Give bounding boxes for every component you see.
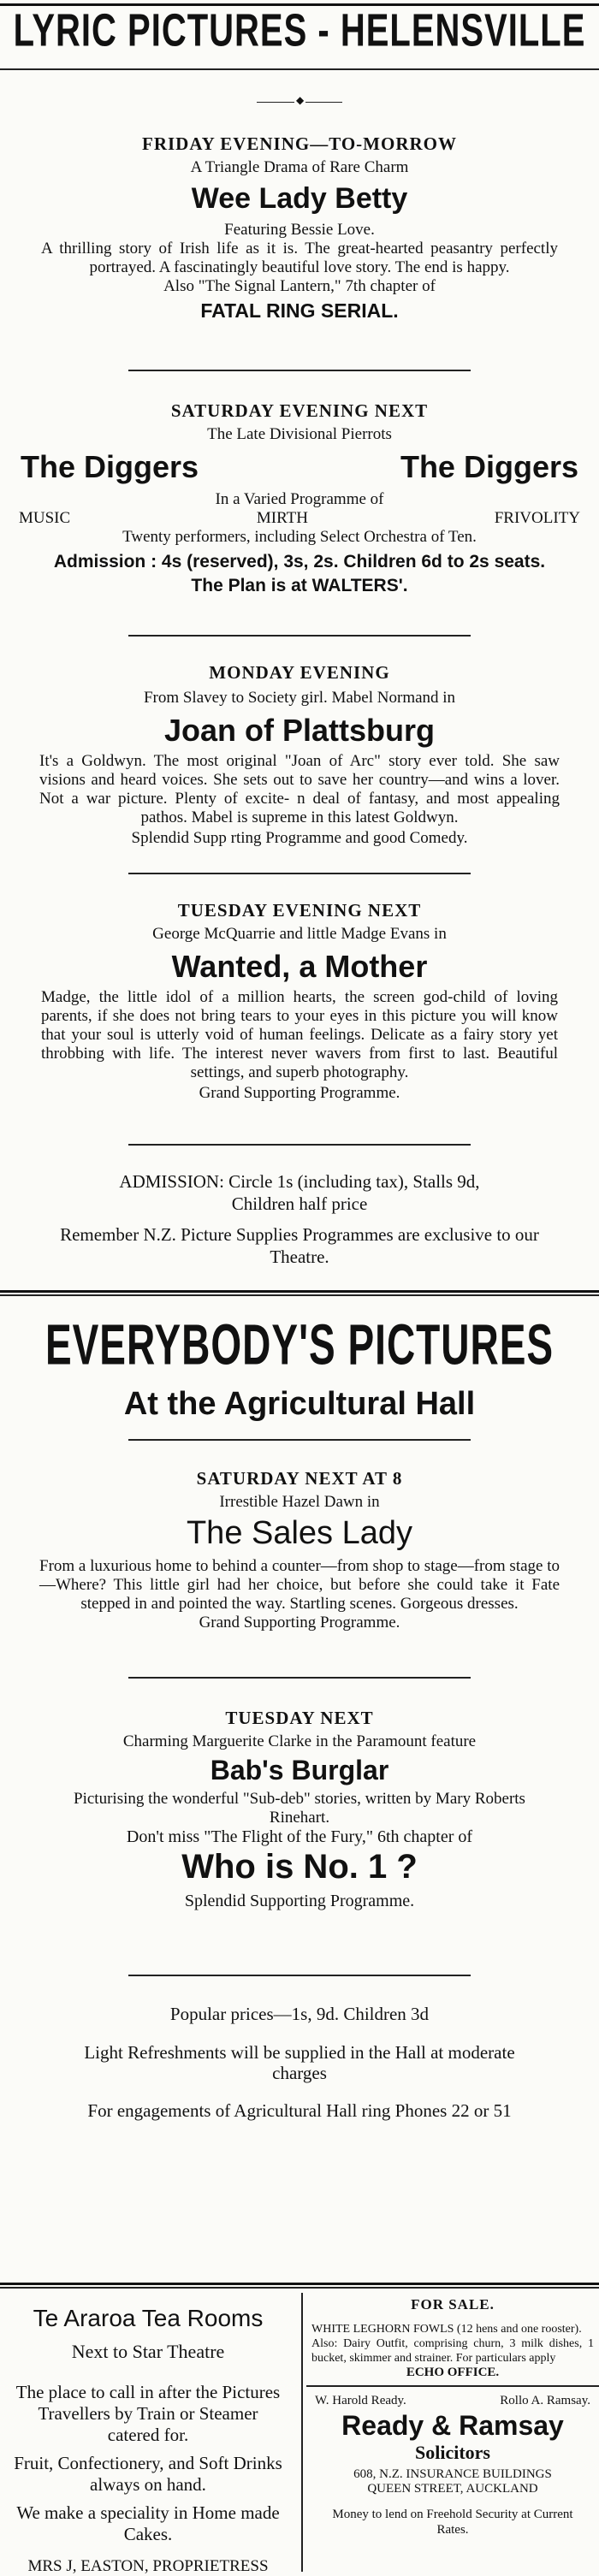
friday-subtitle: A Triangle Drama of Rare Charm [190, 158, 409, 176]
lyric-admission: ADMISSION: Circle 1s (including tax), Stalls 9d, Children half price [119, 1171, 480, 1214]
monday-subtitle: From Slavey to Society girl. Mabel Normand in [143, 689, 456, 707]
monday-title: Joan of Plattsburg [163, 713, 436, 748]
monday-heading: MONDAY EVENING [209, 662, 390, 683]
ev-refreshments: Light Refreshments will be supplied in the Hall at moderate charges [84, 2042, 515, 2083]
friday-featuring: Featuring Bessie Love. [224, 221, 375, 239]
firm-name: Ready & Ramsay [341, 2410, 564, 2441]
tuesday-heading: TUESDAY EVENING NEXT [177, 900, 422, 921]
tea-rooms-line4: We make a speciality in Home made Cakes. [16, 2502, 280, 2544]
lyric-tuesday [0, 900, 599, 1103]
everybody-header: EVERYBODY'S PICTURES [44, 1312, 555, 1377]
saturday-words [0, 509, 599, 528]
lyric-saturday [0, 400, 599, 598]
word-mirth: MIRTH [256, 509, 308, 527]
for-sale-heading: FOR SALE. [411, 2296, 495, 2312]
monday-rule [128, 873, 471, 874]
everybody-rule [128, 1439, 471, 1441]
tuesday-subtitle: George McQuarrie and little Madge Evans in [152, 925, 447, 943]
ev-tuesday-serial: Who is No. 1 ? [181, 1848, 418, 1886]
word-frivolity: FRIVOLITY [494, 509, 580, 527]
saturday-programme: In a Varied Programme of [215, 490, 384, 508]
monday-support: Splendid Supp rting Programme and good Comedy. [131, 829, 468, 847]
ev-tuesday-desc: Picturising the wonderful "Sub-deb" stories, written by Mary Roberts Rinehart. [74, 1790, 525, 1827]
ev-saturday-title: The Sales Lady [186, 1515, 413, 1551]
tea-rooms-proprietor: MRS J, EASTON, PROPRIETRESS [27, 2557, 269, 2575]
lyric-monday [0, 662, 599, 848]
ev-tuesday-subtitle: Charming Marguerite Clarke in the Paramount feature [122, 1732, 477, 1750]
lyric-header-rule [0, 68, 599, 70]
lyric-remember: Remember N.Z. Picture Supplies Programmes are exclusive to our Theatre. [60, 1224, 539, 1267]
section-rule [0, 1290, 599, 1293]
for-sale-text: WHITE LEGHORN FOWLS (12 hens and one rooster). [311, 2323, 582, 2336]
firm-address1: 608, N.Z. INSURANCE BUILDINGS [353, 2467, 552, 2481]
ev-saturday-desc: From a luxurious home to behind a counter—from shop to stage—from stage to—Where? This little girl had her choice, but before she could take it Fate stepped in and pointed the way. Startling scenes. Gorgeous dresses. [39, 1557, 560, 1613]
everybody-subheader: At the Agricultural Hall [123, 1386, 476, 1422]
ev-saturday-heading: SATURDAY NEXT AT 8 [196, 1468, 403, 1489]
tuesday-rule [128, 1144, 471, 1146]
everybody-footer [0, 2004, 599, 2122]
monday-desc: It's a Goldwyn. The most original "Joan of Arc" story ever told. She saw visions and heard voices. She sets out to save her country—and wins a lover. Not a war picture. Plenty of excite- n deal of fantasy, and most appealing pathos. Mabel is supreme in this latest Goldwyn. [39, 752, 560, 826]
ev-saturday-support: Grand Supporting Programme. [199, 1614, 400, 1631]
firm-note: Money to lend on Freehold Security at Current Rates. [332, 2508, 573, 2537]
lyric-friday [0, 133, 599, 323]
friday-rule [128, 370, 471, 371]
saturday-performers: Twenty performers, including Select Orchestra of Ten. [122, 528, 477, 546]
section-rule-thin [0, 1294, 599, 1296]
right-column [306, 2293, 599, 2572]
everybody-header-wrap [0, 1311, 599, 1423]
saturday-rule [128, 635, 471, 637]
word-music: MUSIC [19, 509, 71, 527]
tea-rooms-line3: Fruit, Confectionery, and Soft Drinks always on hand. [14, 2453, 282, 2495]
ev-tuesday-support: Splendid Supporting Programme. [184, 1892, 415, 1910]
firm-address2: QUEEN STREET, AUCKLAND [367, 2482, 538, 2496]
friday-desc: A thrilling story of Irish life as it is. The great-hearted peasantry perfectly portrayed. A fascinatingly beautiful love story. The end is happy. [41, 240, 558, 276]
bottom-section-rule [0, 2283, 599, 2285]
tea-rooms-line2: Travellers by Train or Steamer catered for. [38, 2403, 258, 2445]
tea-rooms-location: Next to Star Theatre [71, 2341, 225, 2362]
tea-rooms-ad [0, 2293, 296, 2575]
saturday-heading: SATURDAY EVENING NEXT [170, 400, 429, 421]
ev-prices: Popular prices—1s, 9d. Children 3d [169, 2004, 430, 2024]
lyric-header-wrap [0, 5, 599, 56]
divider-ornament [257, 98, 342, 108]
bottom-section-rule-thin [0, 2287, 599, 2289]
friday-also: Also "The Signal Lantern," 7th chapter of [163, 277, 436, 295]
ev-saturday-subtitle: Irrestible Hazel Dawn in [219, 1493, 380, 1511]
lyric-footer [0, 1170, 599, 1268]
friday-serial: FATAL RING SERIAL. [200, 299, 399, 322]
ev-tuesday-heading: TUESDAY NEXT [225, 1708, 374, 1728]
for-sale-text2: Also: Dairy Outfit, comprising churn, 3 milk dishes, 1 bucket, skimmer and strainer. For particulars apply [311, 2337, 594, 2365]
tuesday-support: Grand Supporting Programme. [199, 1084, 400, 1102]
saturday-title-right: The Diggers [400, 449, 578, 484]
everybody-tuesday [0, 1708, 599, 1910]
ev-tuesday-dont-miss: Don't miss "The Flight of the Fury," 6th chapter of [126, 1827, 473, 1846]
tuesday-title: Wanted, a Mother [171, 949, 428, 984]
ev-engagements: For engagements of Agricultural Hall ring Phones 22 or 51 [87, 2100, 512, 2121]
tuesday-desc: Madge, the little idol of a million hearts, the screen god-child of loving parents, if she does not bring tears to your eyes in this picture you will know that your soul is utterly void of human feelings. Delicate as a fairy story yet throbbing with life. The interest never wavers from first to last. Beautiful settings, and superb photography. [41, 988, 558, 1081]
ev-saturday-rule [128, 1677, 471, 1679]
lyric-header: LYRIC PICTURES - HELENSVILLE [13, 5, 586, 56]
tea-rooms-title: Te Araroa Tea Rooms [33, 2305, 264, 2331]
ev-tuesday-title: Bab's Burglar [210, 1755, 389, 1785]
column-divider [301, 2293, 303, 2572]
saturday-admission: Admission : 4s (reserved), 3s, 2s. Children 6d to 2s seats. The Plan is at WALTERS'. [53, 552, 546, 595]
partner-right: Rollo A. Ramsay. [500, 2394, 590, 2407]
saturday-title-left: The Diggers [21, 449, 199, 484]
for-sale-contact: ECHO OFFICE. [406, 2366, 500, 2379]
tea-rooms-line1: The place to call in after the Pictures [15, 2382, 281, 2402]
friday-title: Wee Lady Betty [191, 182, 408, 215]
saturday-subtitle: The Late Divisional Pierrots [207, 425, 392, 443]
everybody-saturday [0, 1468, 599, 1632]
friday-heading: FRIDAY EVENING—TO-MORROW [142, 133, 457, 154]
ev-tuesday-rule [128, 1975, 471, 1976]
firm-role: Solicitors [415, 2442, 490, 2463]
partner-left: W. Harold Ready. [315, 2394, 406, 2407]
